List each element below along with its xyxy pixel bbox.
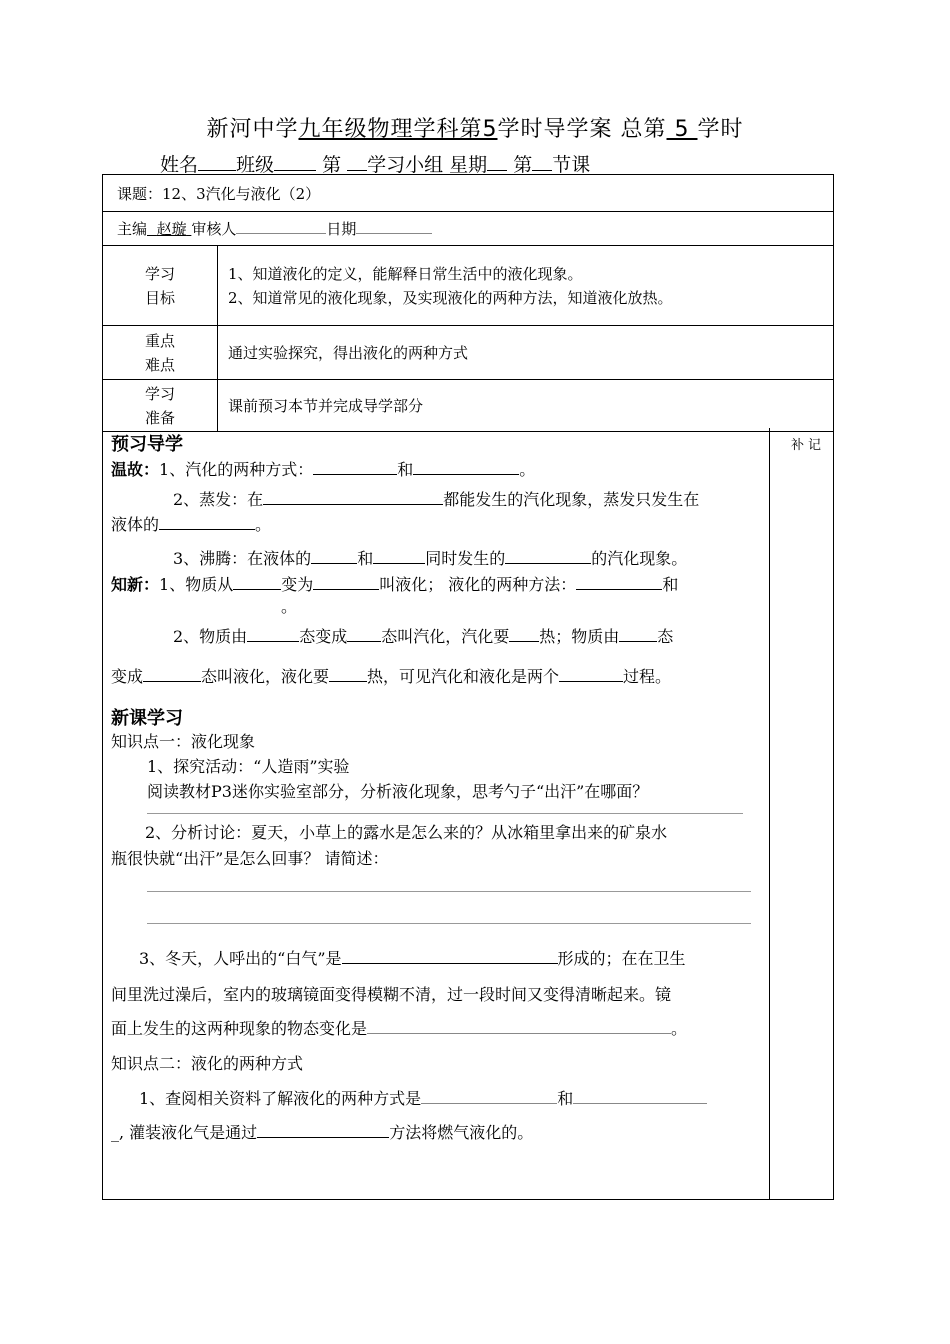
key-label: 重点 难点 (103, 326, 218, 380)
blank[interactable] (373, 549, 425, 564)
grade-subject: 九年级物理学科第 (298, 117, 483, 142)
blank[interactable] (505, 549, 591, 564)
blank[interactable] (247, 627, 299, 642)
goals-cell (218, 246, 834, 326)
date-label: 日期 (326, 220, 357, 238)
blank[interactable] (421, 1089, 557, 1104)
name-blank[interactable] (198, 154, 236, 171)
prep-cell: 课前预习本节并完成导学部分 (218, 380, 834, 432)
blank[interactable] (367, 1019, 671, 1034)
weekday-blank[interactable] (487, 154, 507, 171)
blank[interactable] (329, 667, 367, 682)
blank[interactable] (313, 575, 379, 590)
blank[interactable] (342, 949, 558, 964)
class-label: 班级 (236, 154, 275, 176)
goals-label: 学习 目标 (103, 246, 218, 326)
activity-3-end: 面上发生的这两种现象的物态变化是 。 (111, 1019, 688, 1038)
blank[interactable] (573, 1089, 707, 1104)
blank[interactable] (619, 627, 657, 642)
review-2: 2、蒸发：在 都能发生的汽化现象，蒸发只发生在 (173, 490, 700, 509)
preview-heading: 预习导学 (111, 434, 183, 455)
knowledge-point-1: 知识点一：液化现象 (111, 732, 256, 751)
lesson-meta-table (102, 174, 834, 432)
goal-2: 2、知道常见的液化现象，及实现液化的两种方法，知道液化放热。 (228, 288, 673, 307)
blank[interactable] (263, 490, 443, 505)
student-info-line (160, 150, 590, 177)
title-end: 学时 (697, 117, 744, 142)
blank[interactable] (233, 575, 281, 590)
blank[interactable] (159, 515, 255, 530)
blank[interactable] (313, 460, 397, 475)
topic-cell: 课题：12、3汽化与液化（2） (103, 175, 834, 212)
title-mid: 学时导学案 总第 (497, 117, 667, 142)
date-blank[interactable] (356, 219, 432, 234)
new-1-end: 。 (281, 597, 298, 616)
review-1: 温故：1、汽化的两种方式： 和 。 (111, 460, 536, 479)
key-cell: 通过实验探究，得出液化的两种方式 (218, 326, 834, 380)
period-label-b: 节课 (552, 154, 591, 176)
period-label-a: 第 (513, 154, 533, 176)
blank[interactable] (413, 460, 519, 475)
prep-label: 学习 准备 (103, 380, 218, 432)
blank[interactable] (559, 667, 623, 682)
activity-1-question: 阅读教材P3迷你实验室部分，分析液化现象，思考勺子“出汗”在哪面？ (147, 782, 649, 801)
study-content (111, 428, 763, 1148)
blank[interactable] (257, 1123, 389, 1138)
answer-line[interactable] (147, 922, 751, 924)
knowledge-point-2: 知识点二：液化的两种方式 (111, 1054, 304, 1073)
blank[interactable] (509, 627, 539, 642)
group-label-b: 学习小组 星期 (367, 154, 488, 176)
method-1-cont: _, 灌装液化气是通过 方法将燃气液化的。 (111, 1123, 534, 1142)
activity-1: 1、探究活动：“人造雨”实验 (147, 757, 350, 776)
school-name: 新河中学 (206, 117, 299, 142)
review-2-cont: 液体的 。 (111, 515, 272, 534)
study-section (102, 428, 834, 1200)
new-2: 2、物质由 态变成 态叫汽化，汽化要 热；物质由 态 (173, 627, 674, 646)
review-3: 3、沸腾：在液体的 和 同时发生的 的汽化现象。 (173, 549, 688, 568)
reviewer-label: 审核人 (191, 220, 237, 238)
page-title (0, 112, 950, 143)
group-label-a: 第 (322, 154, 342, 176)
new-2-cont: 变成 态叫液化，液化要 热，可见汽化和液化是两个 过程。 (111, 667, 672, 686)
notes-divider (769, 428, 770, 1199)
blank[interactable] (347, 627, 381, 642)
total-number: 5 (674, 117, 690, 142)
method-1: 1、查阅相关资料了解液化的两种方式是 和 (111, 1084, 763, 1114)
goal-1: 1、知道液化的定义，能解释日常生活中的液化现象。 (228, 264, 583, 283)
blank[interactable] (143, 667, 201, 682)
activity-3-cont: 间里洗过澡后，室内的玻璃镜面变得模糊不清，过一段时间又变得清晰起来。镜 (111, 985, 672, 1004)
activity-2: 2、分析讨论：夏天，小草上的露水是怎么来的？从冰箱里拿出来的矿泉水 (145, 823, 668, 842)
class-blank[interactable] (274, 154, 316, 171)
answer-line[interactable] (147, 812, 743, 814)
group-blank[interactable] (347, 154, 367, 171)
activity-2-cont: 瓶很快就“出汗”是怎么回事？ 请简述： (111, 849, 389, 868)
activity-3: 3、冬天，人呼出的“白气”是 形成的；在在卫生 (139, 949, 686, 968)
reviewer-blank[interactable] (236, 219, 326, 234)
blank[interactable] (576, 575, 662, 590)
editor-cell (103, 212, 834, 246)
name-label: 姓名 (160, 154, 199, 176)
period-blank[interactable] (532, 154, 552, 171)
lesson-heading: 新课学习 (111, 708, 183, 729)
new-1: 知新：1、物质从 变为 叫液化； 液化的两种方法： 和 (111, 575, 679, 594)
editor-label: 主编 (117, 220, 148, 238)
answer-line[interactable] (147, 890, 751, 892)
blank[interactable] (311, 549, 357, 564)
editor-name: 赵璇 (156, 220, 187, 238)
side-notes-label: 补记 (791, 438, 826, 453)
lesson-number: 5 (482, 117, 498, 142)
